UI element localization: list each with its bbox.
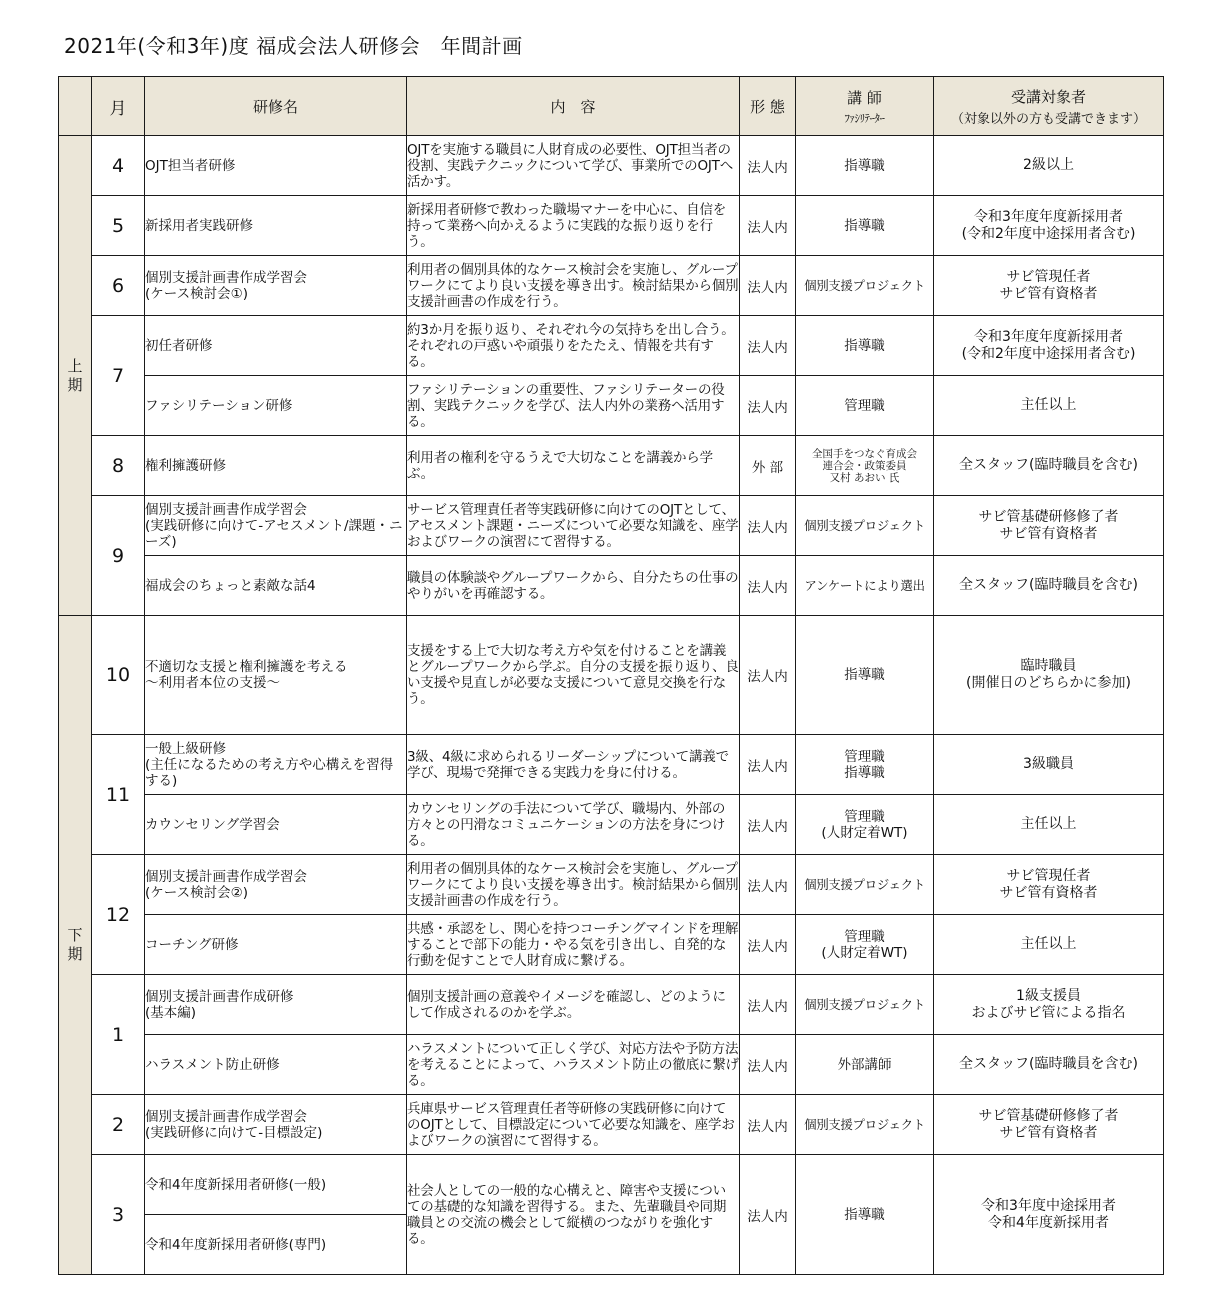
training-content: ハラスメントについて正しく学び、対応方法や予防方法を考えることによって、ハラスメント防止の徹底に繋げる。 bbox=[407, 1035, 740, 1095]
training-form: 法人内 bbox=[740, 256, 796, 316]
table-row bbox=[59, 616, 1164, 735]
period-second-top: 下 bbox=[67, 926, 83, 944]
training-form: 法人内 bbox=[740, 616, 796, 735]
training-target: 3級職員 bbox=[934, 735, 1164, 795]
month-cell: 2 bbox=[92, 1095, 145, 1155]
training-form: 法人内 bbox=[740, 556, 796, 616]
training-lecturer: アンケートにより選出 bbox=[796, 556, 934, 616]
training-name: カウンセリング学習会 bbox=[145, 795, 407, 855]
table-row bbox=[59, 436, 1164, 496]
training-plan-table bbox=[58, 76, 1164, 1275]
header-target bbox=[934, 77, 1164, 136]
training-content: 3級、4級に求められるリーダーシップについて講義で学び、現場で発揮できる実践力を身に付ける。 bbox=[407, 735, 740, 795]
period-first-top: 上 bbox=[67, 356, 83, 375]
period-first-bottom: 期 bbox=[67, 375, 83, 394]
training-target: 令和3年度中途採用者 令和4年度新採用者 bbox=[934, 1155, 1164, 1275]
training-lecturer: 管理職 指導職 bbox=[796, 735, 934, 795]
month-cell: 5 bbox=[92, 196, 145, 256]
table-row bbox=[59, 975, 1164, 1035]
training-form: 外 部 bbox=[740, 436, 796, 496]
training-name: ファシリテーション研修 bbox=[145, 376, 407, 436]
training-form: 法人内 bbox=[740, 1095, 796, 1155]
training-name: 個別支援計画書作成学習会 (実践研修に向けて-アセスメント/課題・ニーズ) bbox=[145, 496, 407, 556]
training-lecturer: 指導職 bbox=[796, 316, 934, 376]
training-lecturer: 個別支援プロジェクト bbox=[796, 975, 934, 1035]
table-row bbox=[59, 316, 1164, 376]
training-lecturer: 指導職 bbox=[796, 196, 934, 256]
training-content: 約3か月を振り返り、それぞれ今の気持ちを出し合う。それぞれの戸惑いや頑張りをたたえ、情報を共有する。 bbox=[407, 316, 740, 376]
month-cell: 4 bbox=[92, 136, 145, 196]
header-name: 研修名 bbox=[145, 77, 407, 136]
training-target: サビ管現任者 サビ管有資格者 bbox=[934, 256, 1164, 316]
training-lecturer: 管理職 bbox=[796, 376, 934, 436]
table-row bbox=[59, 556, 1164, 616]
training-content: カウンセリングの手法について学び、職場内、外部の方々との円滑なコミュニケーションの方法を身につける。 bbox=[407, 795, 740, 855]
training-name: 個別支援計画書作成学習会 (ケース検討会②) bbox=[145, 855, 407, 915]
training-form: 法人内 bbox=[740, 1035, 796, 1095]
training-lecturer: 個別支援プロジェクト bbox=[796, 1095, 934, 1155]
training-target: 主任以上 bbox=[934, 376, 1164, 436]
header-lecturer-label: 講 師 bbox=[847, 88, 882, 107]
table-row bbox=[59, 1035, 1164, 1095]
month-cell: 3 bbox=[92, 1155, 145, 1275]
training-target: 令和3年度年度新採用者 (令和2年度中途採用者含む) bbox=[934, 316, 1164, 376]
table-row bbox=[59, 256, 1164, 316]
training-content: 個別支援計画の意義やイメージを確認し、どのようにして作成されるのかを学ぶ。 bbox=[407, 975, 740, 1035]
training-name: 不適切な支援と権利擁護を考える ～利用者本位の支援～ bbox=[145, 616, 407, 735]
training-target: 全スタッフ(臨時職員を含む) bbox=[934, 436, 1164, 496]
training-form: 法人内 bbox=[740, 136, 796, 196]
training-name: 初任者研修 bbox=[145, 316, 407, 376]
month-cell: 10 bbox=[92, 616, 145, 735]
period-second-bottom: 期 bbox=[67, 945, 83, 963]
header-lecturer bbox=[796, 77, 934, 136]
table-row bbox=[59, 735, 1164, 795]
training-target: 主任以上 bbox=[934, 915, 1164, 975]
training-lecturer: 指導職 bbox=[796, 136, 934, 196]
training-content: ファシリテーションの重要性、ファシリテーターの役割、実践テクニックを学び、法人内外の業務へ活用する。 bbox=[407, 376, 740, 436]
training-lecturer: 管理職 (人財定着WT) bbox=[796, 795, 934, 855]
training-form: 法人内 bbox=[740, 196, 796, 256]
training-name: 個別支援計画書作成研修 (基本編) bbox=[145, 975, 407, 1035]
training-content: サービス管理責任者等実践研修に向けてのOJTとして、アセスメント課題・ニーズについて必要な知識を、座学およびワークの演習にて習得する。 bbox=[407, 496, 740, 556]
header-target-label: 受講対象者 bbox=[1010, 87, 1086, 106]
training-content: 共感・承認をし、関心を持つコーチングマインドを理解することで部下の能力・やる気を引き出し、自発的な行動を促すことで人財育成に繋げる。 bbox=[407, 915, 740, 975]
header-content: 内 容 bbox=[407, 77, 740, 136]
training-form: 法人内 bbox=[740, 795, 796, 855]
month-cell: 7 bbox=[92, 316, 145, 436]
header-lecturer-sub: ﾌｧｼﾘﾃｰﾀｰ bbox=[844, 111, 885, 125]
training-form: 法人内 bbox=[740, 975, 796, 1035]
training-lecturer: 個別支援プロジェクト bbox=[796, 496, 934, 556]
table-row bbox=[59, 376, 1164, 436]
training-content: 利用者の権利を守るうえで大切なことを講義から学ぶ。 bbox=[407, 436, 740, 496]
month-cell: 8 bbox=[92, 436, 145, 496]
training-form: 法人内 bbox=[740, 1155, 796, 1275]
training-name: 福成会のちょっと素敵な話4 bbox=[145, 556, 407, 616]
training-name: コーチング研修 bbox=[145, 915, 407, 975]
table-row bbox=[59, 136, 1164, 196]
table-row bbox=[59, 795, 1164, 855]
training-name: OJT担当者研修 bbox=[145, 136, 407, 196]
training-lecturer: 管理職 (人財定着WT) bbox=[796, 915, 934, 975]
month-cell: 1 bbox=[92, 975, 145, 1095]
month-cell: 9 bbox=[92, 496, 145, 616]
month-cell: 6 bbox=[92, 256, 145, 316]
training-name: 個別支援計画書作成学習会 (ケース検討会①) bbox=[145, 256, 407, 316]
training-content: 兵庫県サービス管理責任者等研修の実践研修に向けてのOJTとして、目標設定について必要な知識を、座学およびワークの演習にて習得する。 bbox=[407, 1095, 740, 1155]
month-cell: 12 bbox=[92, 855, 145, 975]
training-form: 法人内 bbox=[740, 496, 796, 556]
training-name: 新採用者実践研修 bbox=[145, 196, 407, 256]
training-content: OJTを実施する職員に人財育成の必要性、OJT担当者の役割、実践テクニックについて学び、事業所でのOJTへ活かす。 bbox=[407, 136, 740, 196]
training-lecturer: 指導職 bbox=[796, 1155, 934, 1275]
header-form: 形 態 bbox=[740, 77, 796, 136]
training-content: 新採用者研修で教わった職場マナーを中心に、自信を持って業務へ向かえるように実践的な振り返りを行う。 bbox=[407, 196, 740, 256]
document-title: 2021年(令和3年)度 福成会法人研修会 年間計画 bbox=[64, 34, 523, 58]
training-target: 全スタッフ(臨時職員を含む) bbox=[934, 1035, 1164, 1095]
training-name: 令和4年度新採用者研修(一般) bbox=[145, 1155, 407, 1215]
training-lecturer: 個別支援プロジェクト bbox=[796, 256, 934, 316]
training-lecturer: 外部講師 bbox=[796, 1035, 934, 1095]
training-target: 2級以上 bbox=[934, 136, 1164, 196]
training-target: サビ管現任者 サビ管有資格者 bbox=[934, 855, 1164, 915]
header-period bbox=[59, 77, 92, 136]
training-content: 社会人としての一般的な心構えと、障害や支援についての基礎的な知識を習得する。また、先輩職員や同期職員との交流の機会として縦横のつながりを強化する。 bbox=[407, 1155, 740, 1275]
training-target: 1級支援員 およびサビ管による指名 bbox=[934, 975, 1164, 1035]
period-first-half bbox=[59, 136, 92, 616]
training-form: 法人内 bbox=[740, 316, 796, 376]
period-second-half bbox=[59, 616, 92, 1275]
training-form: 法人内 bbox=[740, 855, 796, 915]
training-target: 臨時職員 (開催日のどちらかに参加) bbox=[934, 616, 1164, 735]
training-target: 主任以上 bbox=[934, 795, 1164, 855]
header-month: 月 bbox=[92, 77, 145, 136]
table-row bbox=[59, 496, 1164, 556]
training-target: 全スタッフ(臨時職員を含む) bbox=[934, 556, 1164, 616]
training-form: 法人内 bbox=[740, 915, 796, 975]
training-lecturer: 全国手をつなぐ育成会 連合会・政策委員 又村 あおい 氏 bbox=[796, 436, 934, 496]
training-target: サビ管基礎研修修了者 サビ管有資格者 bbox=[934, 1095, 1164, 1155]
table-row bbox=[59, 1095, 1164, 1155]
training-target: 令和3年度年度新採用者 (令和2年度中途採用者含む) bbox=[934, 196, 1164, 256]
training-lecturer: 個別支援プロジェクト bbox=[796, 855, 934, 915]
month-cell: 11 bbox=[92, 735, 145, 855]
training-name: 権利擁護研修 bbox=[145, 436, 407, 496]
training-name: 令和4年度新採用者研修(専門) bbox=[145, 1215, 407, 1275]
table-row bbox=[59, 915, 1164, 975]
training-form: 法人内 bbox=[740, 376, 796, 436]
table-row bbox=[59, 196, 1164, 256]
header-target-sub: （対象以外の方も受講できます） bbox=[950, 111, 1146, 127]
training-lecturer: 指導職 bbox=[796, 616, 934, 735]
training-content: 利用者の個別具体的なケース検討会を実施し、グループワークにてより良い支援を導き出す。検討結果から個別支援計画書の作成を行う。 bbox=[407, 855, 740, 915]
training-content: 利用者の個別具体的なケース検討会を実施し、グループワークにてより良い支援を導き出す。検討結果から個別支援計画書の作成を行う。 bbox=[407, 256, 740, 316]
training-name: 一般上級研修 (主任になるための考え方や心構えを習得する) bbox=[145, 735, 407, 795]
training-content: 職員の体験談やグループワークから、自分たちの仕事のやりがいを再確認する。 bbox=[407, 556, 740, 616]
header-row bbox=[59, 77, 1164, 136]
table-row bbox=[59, 1155, 1164, 1215]
training-name: 個別支援計画書作成学習会 (実践研修に向けて-目標設定) bbox=[145, 1095, 407, 1155]
training-form: 法人内 bbox=[740, 735, 796, 795]
training-content: 支援をする上で大切な考え方や気を付けることを講義とグループワークから学ぶ。自分の支援を振り返り、良い支援や見直しが必要な支援について意見交換を行なう。 bbox=[407, 616, 740, 735]
training-target: サビ管基礎研修修了者 サビ管有資格者 bbox=[934, 496, 1164, 556]
training-name: ハラスメント防止研修 bbox=[145, 1035, 407, 1095]
table-row bbox=[59, 855, 1164, 915]
